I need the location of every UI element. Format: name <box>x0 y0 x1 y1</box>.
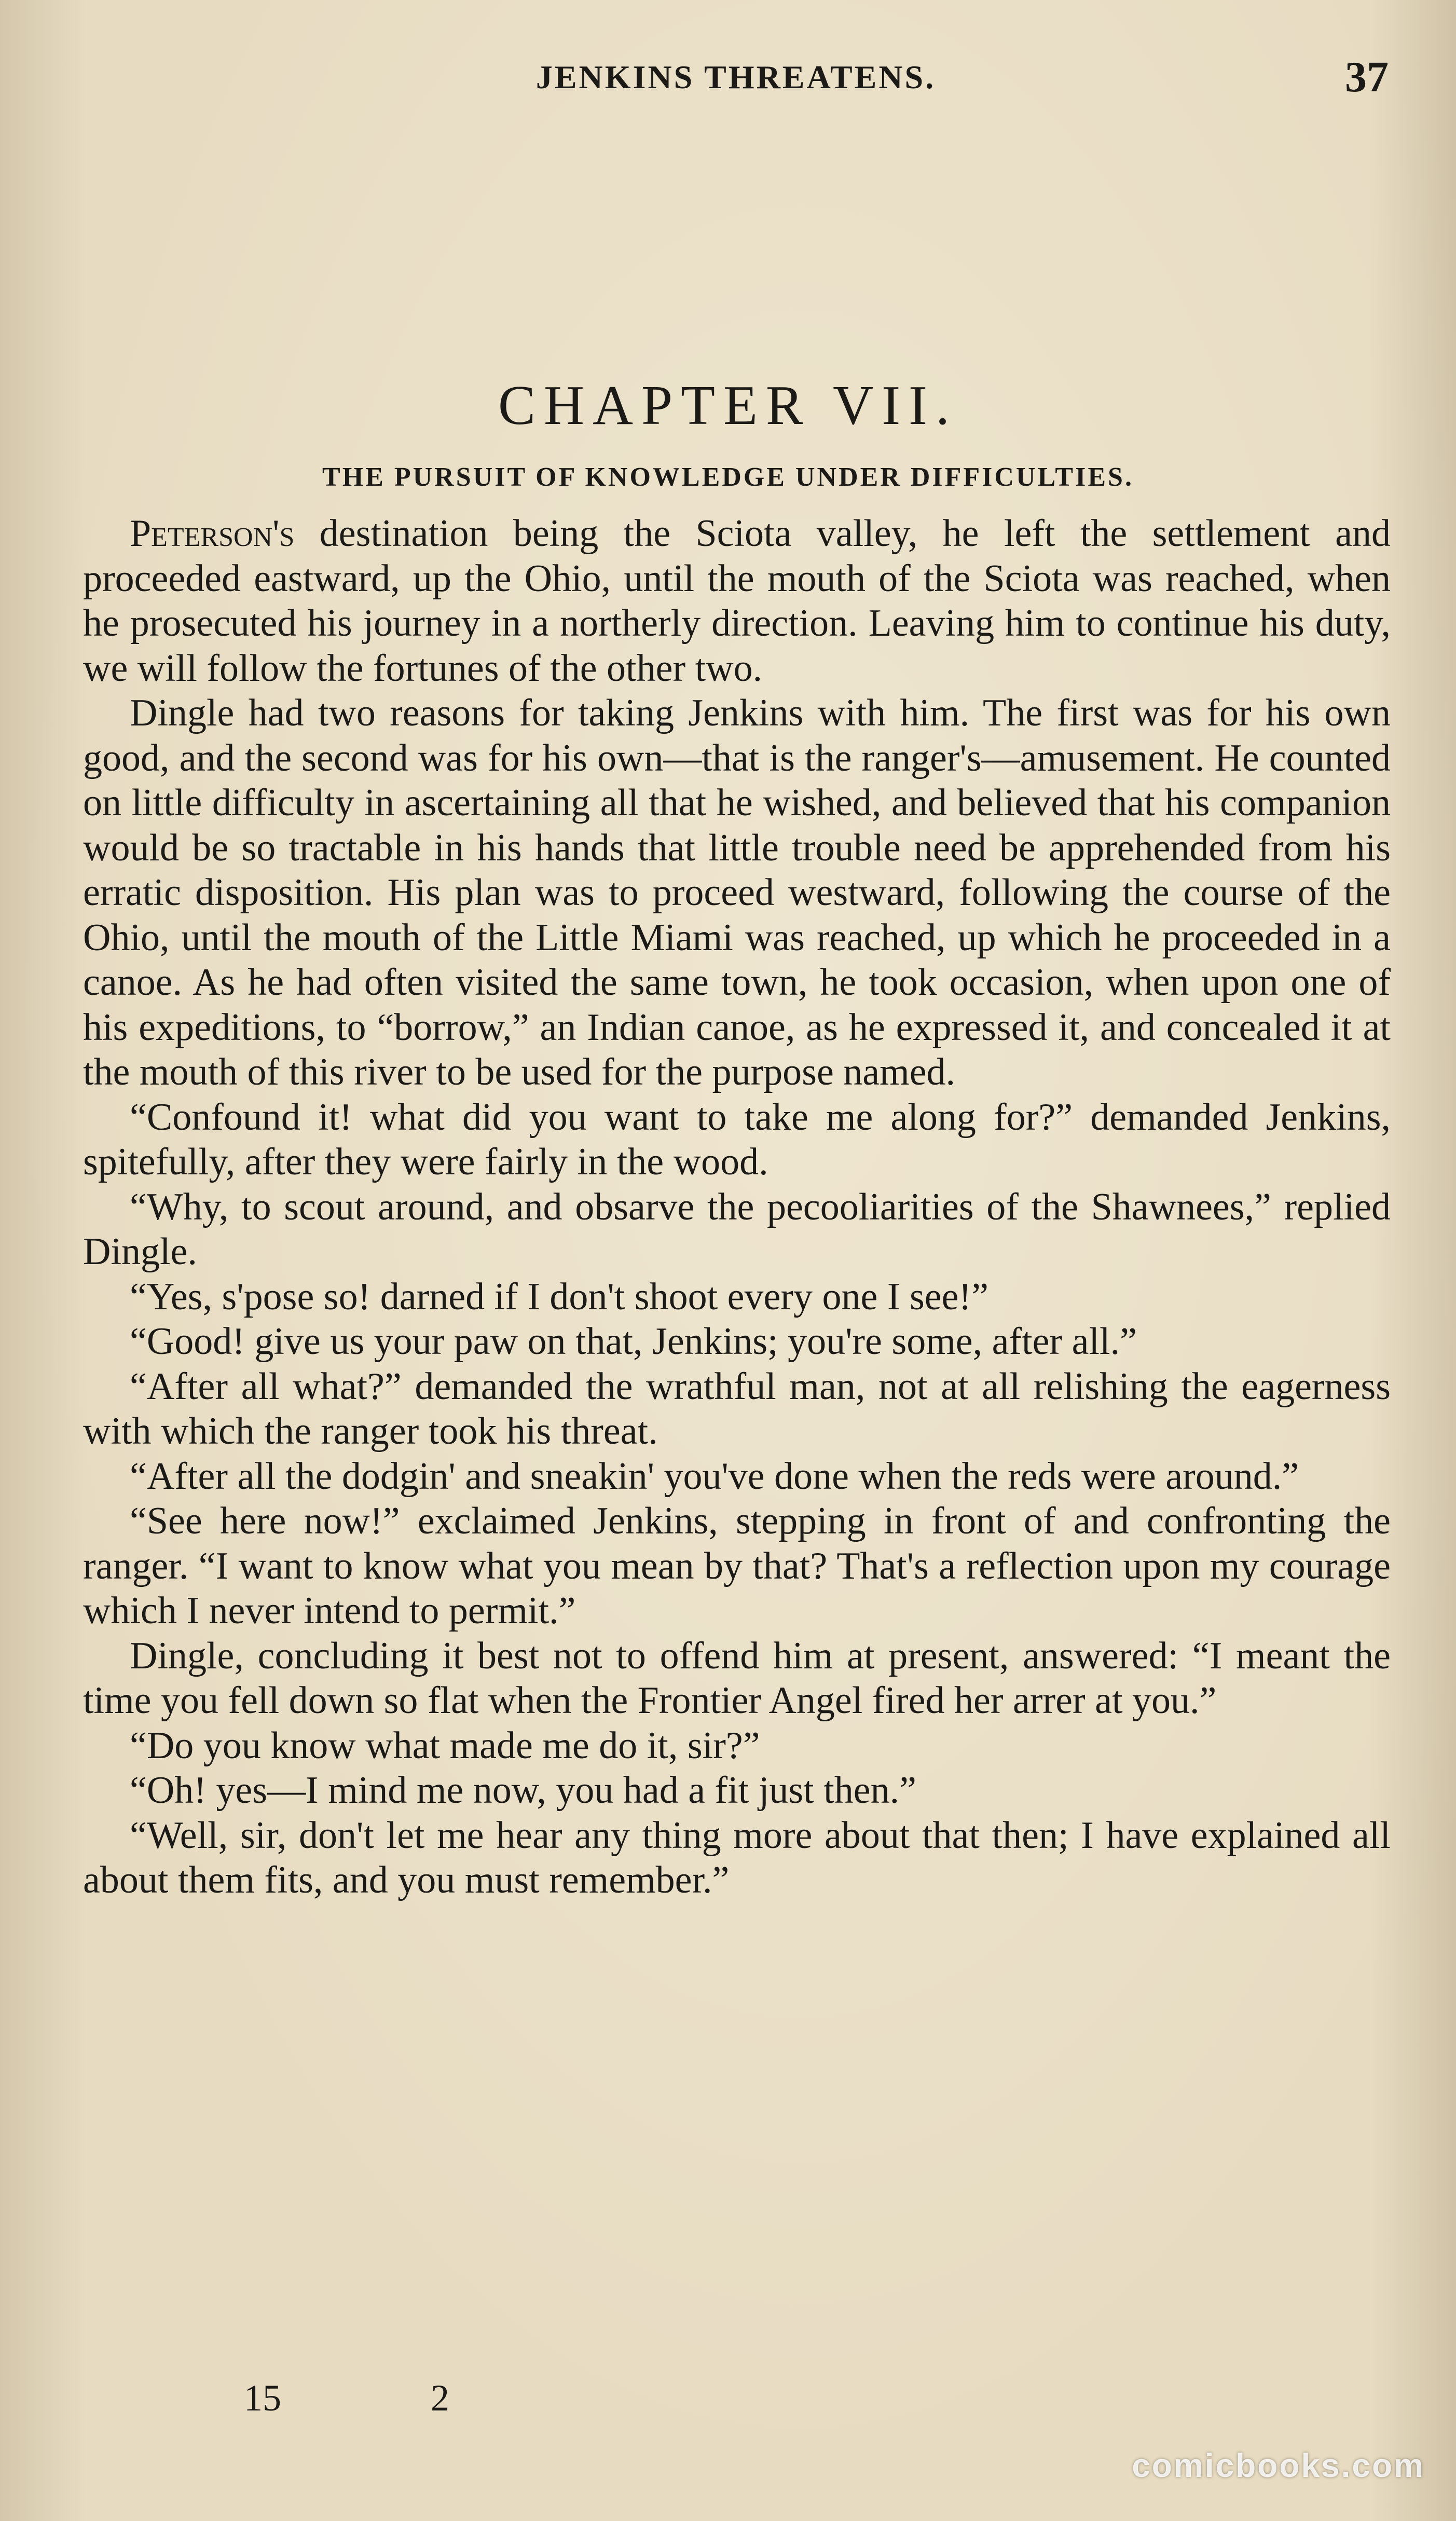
paragraph-text: “See here now!” exclaimed Jenkins, stepping in front of and confronting the ranger. “I want to know what you mean by that? That's a reflection upon my courage which I never intend to permit.” <box>83 1500 1391 1632</box>
chapter-subtitle: THE PURSUIT OF KNOWLEDGE UNDER DIFFICULTIES. <box>322 462 1134 492</box>
paragraph-text: “Yes, s'pose so! darned if I don't shoot every one I see!” <box>130 1275 988 1318</box>
signature-marks <box>244 2377 449 2420</box>
paragraph-text: “Good! give us your paw on that, Jenkins; you're some, after all.” <box>130 1320 1137 1363</box>
paragraph-text: destination being the Sciota valley, he left the settlement and proceeded eastward, up the Ohio, until the mouth of the Sciota was reached, when he prosecuted his journey in a northerly direction. Leaving him to continue his duty, we will follow the fortunes of the other two. <box>83 512 1391 690</box>
paragraph <box>83 1319 1391 1364</box>
paragraph-text: “Well, sir, don't let me hear any thing more about that then; I have explained all about them fits, and you must remember.” <box>83 1814 1391 1901</box>
paragraph <box>83 511 1391 691</box>
watermark: comicbooks.com <box>1132 2447 1425 2484</box>
paragraph <box>83 1813 1391 1903</box>
paragraph-text: Dingle had two reasons for taking Jenkins with him. The first was for his own good, and the second was for his own—that is the ranger's—amusement. He counted on little difficulty in ascertaining all that he wished, and believed that his companion would be so tractable in his hands that little trouble need be apprehended from his erratic disposition. His plan was to proceed westward, following the course of the Ohio, until the mouth of the Little Miami was reached, up which he proceeded in a canoe. As he had often visited the same town, he took occasion, when upon one of his expeditions, to “borrow,” an Indian canoe, as he expressed it, and concealed it at the mouth of this river to be used for the purpose named. <box>83 692 1391 1093</box>
paragraph <box>83 1499 1391 1634</box>
running-head: JENKINS THREATENS. <box>535 59 936 95</box>
paragraph <box>83 1185 1391 1275</box>
paragraph <box>83 1095 1391 1185</box>
paragraph-text: “After all what?” demanded the wrathful man, not at all relishing the eagerness with which the ranger took his threat. <box>83 1365 1391 1453</box>
signature-mark-right: 2 <box>431 2377 449 2419</box>
page-number: 37 <box>1345 53 1389 101</box>
paragraph-text: “Confound it! what did you want to take me along for?” demanded Jenkins, spitefully, after they were fairly in the wood. <box>83 1095 1391 1183</box>
body-text <box>83 511 1391 1903</box>
paragraph-lead: Peterson's <box>130 512 295 555</box>
paragraph <box>83 691 1391 1095</box>
paragraph <box>83 1723 1391 1769</box>
paragraph <box>83 1634 1391 1723</box>
paragraph-text: “Why, to scout around, and obsarve the pecooliarities of the Shawnees,” replied Dingle. <box>83 1185 1391 1273</box>
page-header <box>83 48 1389 110</box>
paragraph <box>83 1275 1391 1320</box>
paragraph-text: “Oh! yes—I mind me now, you had a fit just then.” <box>130 1769 916 1812</box>
paragraph <box>83 1364 1391 1454</box>
paragraph <box>83 1768 1391 1813</box>
paragraph-text: “Do you know what made me do it, sir?” <box>130 1724 760 1767</box>
paragraph-text: Dingle, concluding it best not to offend him at present, answered: “I meant the time you fell down so flat when the Frontier Angel fired her arrer at you.” <box>83 1634 1391 1722</box>
paragraph <box>83 1454 1391 1499</box>
paragraph-text: “After all the dodgin' and sneakin' you've done when the reds were around.” <box>130 1455 1299 1498</box>
chapter-title: CHAPTER VII. <box>498 375 958 436</box>
signature-mark-left: 15 <box>244 2377 281 2419</box>
